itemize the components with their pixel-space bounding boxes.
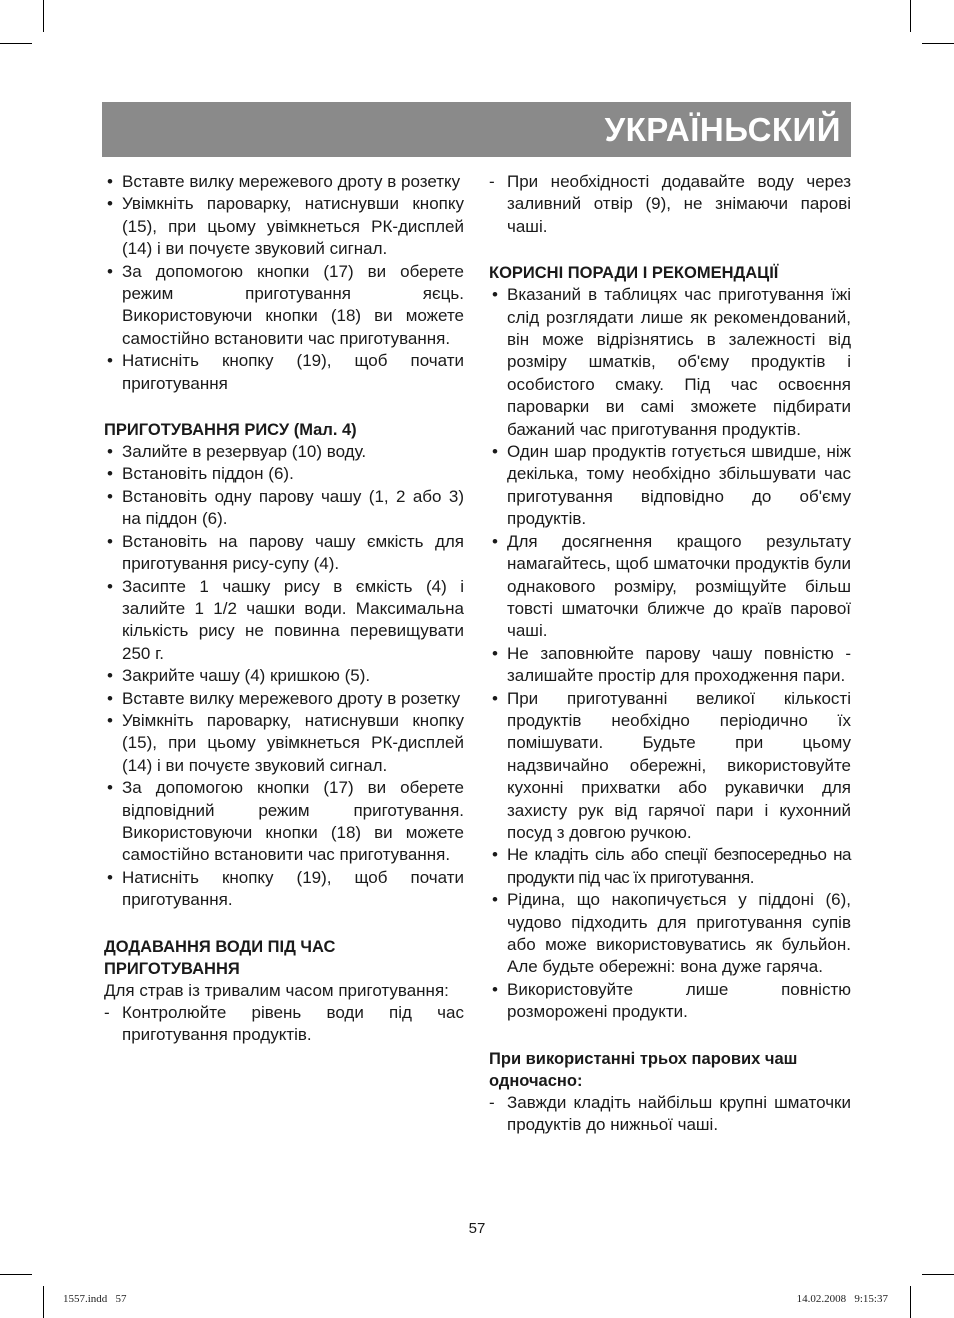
- crop-mark: [922, 43, 954, 44]
- list-item: • При приготуванні великої кількості продуктів необхідно періодично їх помішувати. Будьте при цьому надзвичайно обережні, використовуйте кухонні прихватки або рукавички для захисту рук від гарячої пари і кухонний посуд з довгою ручкою.: [489, 688, 851, 845]
- rice-steps-list: [104, 441, 464, 912]
- crop-mark: [922, 1274, 954, 1275]
- list-item: • Встановіть піддон (6).: [104, 463, 464, 485]
- list-item: • Засипте 1 чашку рису в ємкість (4) і залийте 1 1/2 чашки води. Максимальна кількість рису не повинна перевищувати 250 г.: [104, 576, 464, 666]
- crop-mark: [0, 1274, 32, 1275]
- tips-heading: КОРИСНІ ПОРАДИ І РЕКОМЕНДАЦІЇ: [489, 264, 779, 283]
- list-item: • Не кладіть сіль або спеції безпосередньо на продукти під час їх приготування.: [489, 844, 851, 889]
- water-heading: ДОДАВАННЯ ВОДИ ПІД ЧАС ПРИГОТУВАННЯ: [104, 937, 336, 978]
- list-item: • Встановіть одну парову чашу (1, 2 або 3) на піддон (6).: [104, 486, 464, 531]
- list-item: • Натисніть кнопку (19), щоб почати приготування.: [104, 867, 464, 912]
- list-item: • За допомогою кнопки (17) ви оберете режим приготування яєць. Використовуючи кнопки (18) ви можете самостійно встановити час приготування.: [104, 261, 464, 351]
- list-item: • Вставте вилку мережевого дроту в розетку: [104, 171, 464, 193]
- list-item: - Контролюйте рівень води під час приготування продуктів.: [104, 1002, 464, 1047]
- water-list: [104, 1002, 464, 1047]
- right-column: [489, 171, 851, 1136]
- crop-mark: [910, 0, 911, 32]
- list-item: • Увімкніть пароварку, натиснувши кнопку (15), при цьому увімкнеться РК-дисплей (14) і ви почуєте звуковий сигнал.: [104, 193, 464, 260]
- list-item: • Натисніть кнопку (19), щоб почати приготування: [104, 350, 464, 395]
- list-item: • Залийте в резервуар (10) воду.: [104, 441, 464, 463]
- list-item: • Увімкніть пароварку, натиснувши кнопку (15), при цьому увімкнеться РК-дисплей (14) і ви почуєте звуковий сигнал.: [104, 710, 464, 777]
- list-item: • Не заповнюйте парову чашу повністю - залишайте простір для проходження пари.: [489, 643, 851, 688]
- crop-mark: [0, 43, 32, 44]
- egg-steps-list: [104, 171, 464, 395]
- list-item: • Використовуйте лише повністю розморожені продукти.: [489, 979, 851, 1024]
- tips-list: [489, 284, 851, 1023]
- crop-mark: [43, 0, 44, 32]
- list-item: • Вказаний в таблицях час приготування їжі слід розглядати лише як рекомендований, він може відрізнятись в залежності від розміру шматків, об'єму продуктів і особистого смаку. Під час освоєння пароварки ви самі зможете підбирати бажаний час приготування продуктів.: [489, 284, 851, 441]
- list-item: • Вставте вилку мережевого дроту в розетку: [104, 688, 464, 710]
- list-item: • Встановіть на парову чашу ємкість для приготування рису-супу (4).: [104, 531, 464, 576]
- list-item: • Рідина, що накопичується у піддоні (6), чудово підходить для приготування супів або може використовуватись як бульйон. Але будьте обережні: вона дуже гаряча.: [489, 889, 851, 979]
- language-title: УКРАЇНЬСКИЙ: [604, 111, 841, 148]
- left-column: [104, 171, 464, 1047]
- rice-heading: ПРИГОТУВАННЯ РИСУ (Мал. 4): [104, 421, 357, 440]
- three-bowls-list: [489, 1092, 851, 1137]
- page-number: 57: [468, 1220, 486, 1237]
- crop-mark: [43, 1286, 44, 1318]
- water-intro: Для страв із тривалим часом приготування:: [104, 980, 449, 1000]
- crop-mark: [910, 1286, 911, 1318]
- footer-timestamp: 14.02.2008 9:15:37: [796, 1293, 888, 1305]
- three-bowls-heading: При використанні трьох парових чаш одночасно:: [489, 1049, 798, 1090]
- footer-file-info: 1557.indd 57: [63, 1293, 127, 1305]
- list-item: - Завжди кладіть найбільш крупні шматочки продуктів до нижньої чаші.: [489, 1092, 851, 1137]
- list-item: • Для досягнення кращого результату намагайтесь, щоб шматочки продуктів були однакового розміру, розміщуйте більш товсті шматочки ближче до країв парової чаші.: [489, 531, 851, 643]
- language-header-bar: [102, 102, 851, 157]
- list-item: • За допомогою кнопки (17) ви оберете відповідний режим приготування. Використовуючи кнопки (18) ви можете самостійно встановити час приготування.: [104, 777, 464, 867]
- list-item: • Закрийте чашу (4) кришкою (5).: [104, 665, 464, 687]
- list-item: - При необхідності додавайте воду через заливний отвір (9), не знімаючи парові чаші.: [489, 171, 851, 238]
- list-item: • Один шар продуктів готується швидше, ніж декілька, тому необхідно збільшувати час приготування відповідно до об'єму продуктів.: [489, 441, 851, 531]
- water-list-continued: [489, 171, 851, 238]
